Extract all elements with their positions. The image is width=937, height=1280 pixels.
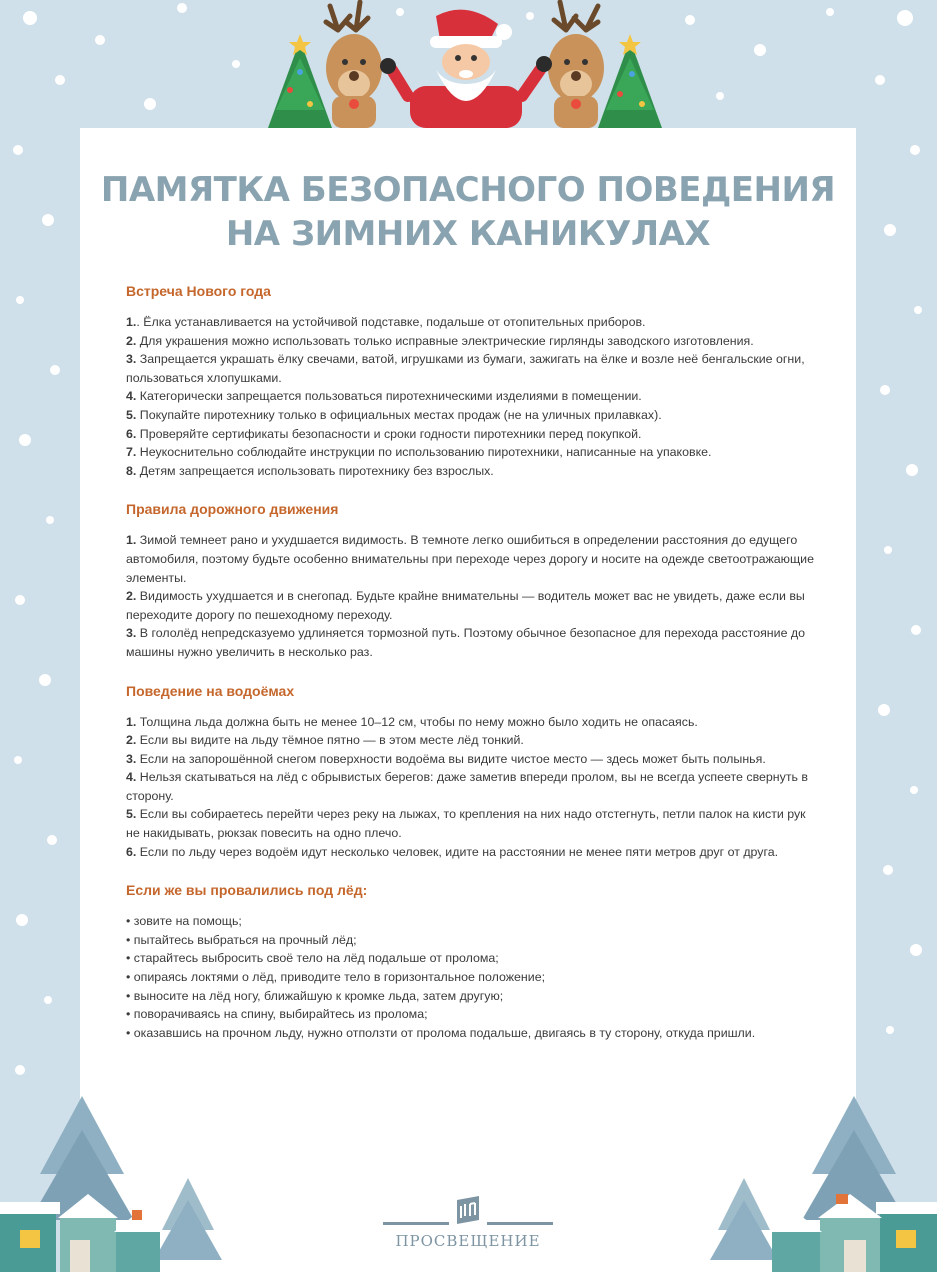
document-content <box>126 282 816 1062</box>
item-text: Покупайте пиротехнику только в официальных местах продаж (не на уличных прилавках). <box>136 407 662 422</box>
item-text: Видимость ухудшается и в снегопад. Будьте крайне внимательны — водитель может вас не увидеть, даже если вы переходите дорогу по пешеходному переходу. <box>126 589 805 622</box>
title-line-2: НА ЗИМНИХ КАНИКУЛАХ <box>225 214 711 254</box>
title-line-1: ПАМЯТКА БЕЗОПАСНОГО ПОВЕДЕНИЯ <box>100 170 836 210</box>
item-text: Детям запрещается использовать пиротехнику без взрослых. <box>136 463 494 478</box>
right-houses <box>770 1194 937 1280</box>
item-text: • старайтесь выбросить своё тело на лёд подальше от пролома; <box>126 951 499 966</box>
list-item <box>126 931 816 950</box>
list-item <box>126 731 816 750</box>
list-item <box>126 387 816 406</box>
item-text: Запрещается украшать ёлку свечами, ватой, игрушками из бумаги, зажигать на ёлке и возле неё бенгальские огни, пользоваться хлопушками. <box>126 352 805 385</box>
section-heading: Поведение на водоёмах <box>126 682 295 699</box>
list-item <box>126 843 816 862</box>
item-number: 3. <box>126 751 137 766</box>
item-text: Толщина льда должна быть не менее 10–12 см, чтобы по нему можно было ходить не опасаясь. <box>136 714 698 729</box>
item-text: • пытайтесь выбраться на прочный лёд; <box>126 932 357 947</box>
right-reindeer <box>548 2 604 128</box>
item-number: 1. <box>126 315 137 329</box>
item-number: 1. <box>126 714 137 729</box>
item-text: • оказавшись на прочном льду, нужно отползти от пролома подальше, двигаясь в ту сторону, откуда пришли. <box>126 1025 756 1040</box>
list-item <box>126 462 816 481</box>
list-item <box>126 531 816 587</box>
list-item <box>126 332 816 351</box>
item-number: 6. <box>126 844 137 859</box>
item-number: 4. <box>126 389 137 404</box>
list-item <box>126 443 816 462</box>
list-item <box>126 425 816 444</box>
section <box>126 282 816 480</box>
item-text: Категорически запрещается пользоваться пиротехническими изделиями в помещении. <box>136 389 642 404</box>
left-houses <box>0 1194 162 1280</box>
item-number: 6. <box>126 426 137 441</box>
item-text: . Ёлка устанавливается на устойчивой подставке, подальше от отопительных приборов. <box>136 315 646 329</box>
item-text: • выносите на лёд ногу, ближайшую к кромке льда, затем другую; <box>126 988 504 1003</box>
list-item <box>126 406 816 425</box>
section <box>126 682 816 862</box>
item-number: 3. <box>126 352 137 367</box>
item-text: Если по льду через водоём идут несколько человек, идите на расстоянии не менее пяти метров друг от друга. <box>136 844 779 859</box>
section <box>126 881 816 1042</box>
item-number: 5. <box>126 407 137 422</box>
list-item <box>126 587 816 624</box>
item-text: Если вы собираетесь перейти через реку на лыжах, то крепления на них надо отстегнуть, петли палок на кисти рук не накидывать, рюкзак повесить на одно плечо. <box>126 807 806 841</box>
item-number: 2. <box>126 589 137 604</box>
list-item <box>126 968 816 987</box>
item-number: 2. <box>126 733 137 748</box>
section-heading: Правила дорожного движения <box>126 501 339 518</box>
logo-mark-icon <box>383 1194 553 1230</box>
section-heading: Встреча Нового года <box>126 283 271 299</box>
logo-word: ПРОСВЕЩЕНИЕ <box>395 1232 541 1250</box>
item-text: Если вы видите на льду тёмное пятно — в этом месте лёд тонкий. <box>136 733 524 748</box>
item-number: 7. <box>126 445 137 460</box>
list-item <box>126 912 816 931</box>
item-text: • поворачиваясь на спину, выбирайтесь из пролома; <box>126 1007 428 1022</box>
item-number: 3. <box>126 626 137 641</box>
item-text: • опираясь локтями о лёд, приводите тело в горизонтальное положение; <box>126 970 546 985</box>
list-item <box>126 624 816 661</box>
item-text: Для украшения можно использовать только исправные электрические гирлянды заводского изготовления. <box>136 333 754 348</box>
list-item <box>126 805 816 842</box>
list-item <box>126 313 816 332</box>
list-item <box>126 987 816 1006</box>
list-item <box>126 350 816 387</box>
list-item <box>126 750 816 769</box>
list-item <box>126 1005 816 1024</box>
item-text: • зовите на помощь; <box>126 914 242 929</box>
item-text: В гололёд непредсказуемо удлиняется тормозной путь. Поэтому обычное безопасное для перехода расстояние до машины нужно увеличить в несколько раз. <box>126 626 806 659</box>
item-number: 2. <box>126 333 137 348</box>
list-item <box>126 949 816 968</box>
page-title <box>80 168 856 256</box>
item-number: 5. <box>126 807 137 822</box>
item-number: 8. <box>126 463 137 478</box>
item-text: Зимой темнеет рано и ухудшается видимость. В темноте легко ошибиться в определении расстояния до едущего автомобиля, поэтому будьте особенно внимательны при переходе через дорогу и носите на одежде светоотражающие элементы. <box>126 533 814 585</box>
list-item <box>126 768 816 805</box>
prosveshchenie-logo <box>383 1194 553 1254</box>
item-text: Проверяйте сертификаты безопасности и сроки годности пиротехники перед покупкой. <box>136 426 642 441</box>
item-number: 1. <box>126 533 137 548</box>
item-number: 4. <box>126 770 137 785</box>
item-text: Неукоснительно соблюдайте инструкции по использованию пиротехники, написанные на упаковке. <box>136 445 712 460</box>
list-item <box>126 713 816 732</box>
section <box>126 500 816 661</box>
list-item <box>126 1024 816 1043</box>
item-text: Если на запорошённой снегом поверхности водоёма вы видите чистое место — здесь может быть полынья. <box>136 751 766 766</box>
section-heading: Если же вы провалились под лёд: <box>126 882 368 899</box>
item-text: Нельзя скатываться на лёд с обрывистых берегов: даже заметив впереди пролом, вы не всегда успеете свернуть в сторону. <box>126 770 808 803</box>
